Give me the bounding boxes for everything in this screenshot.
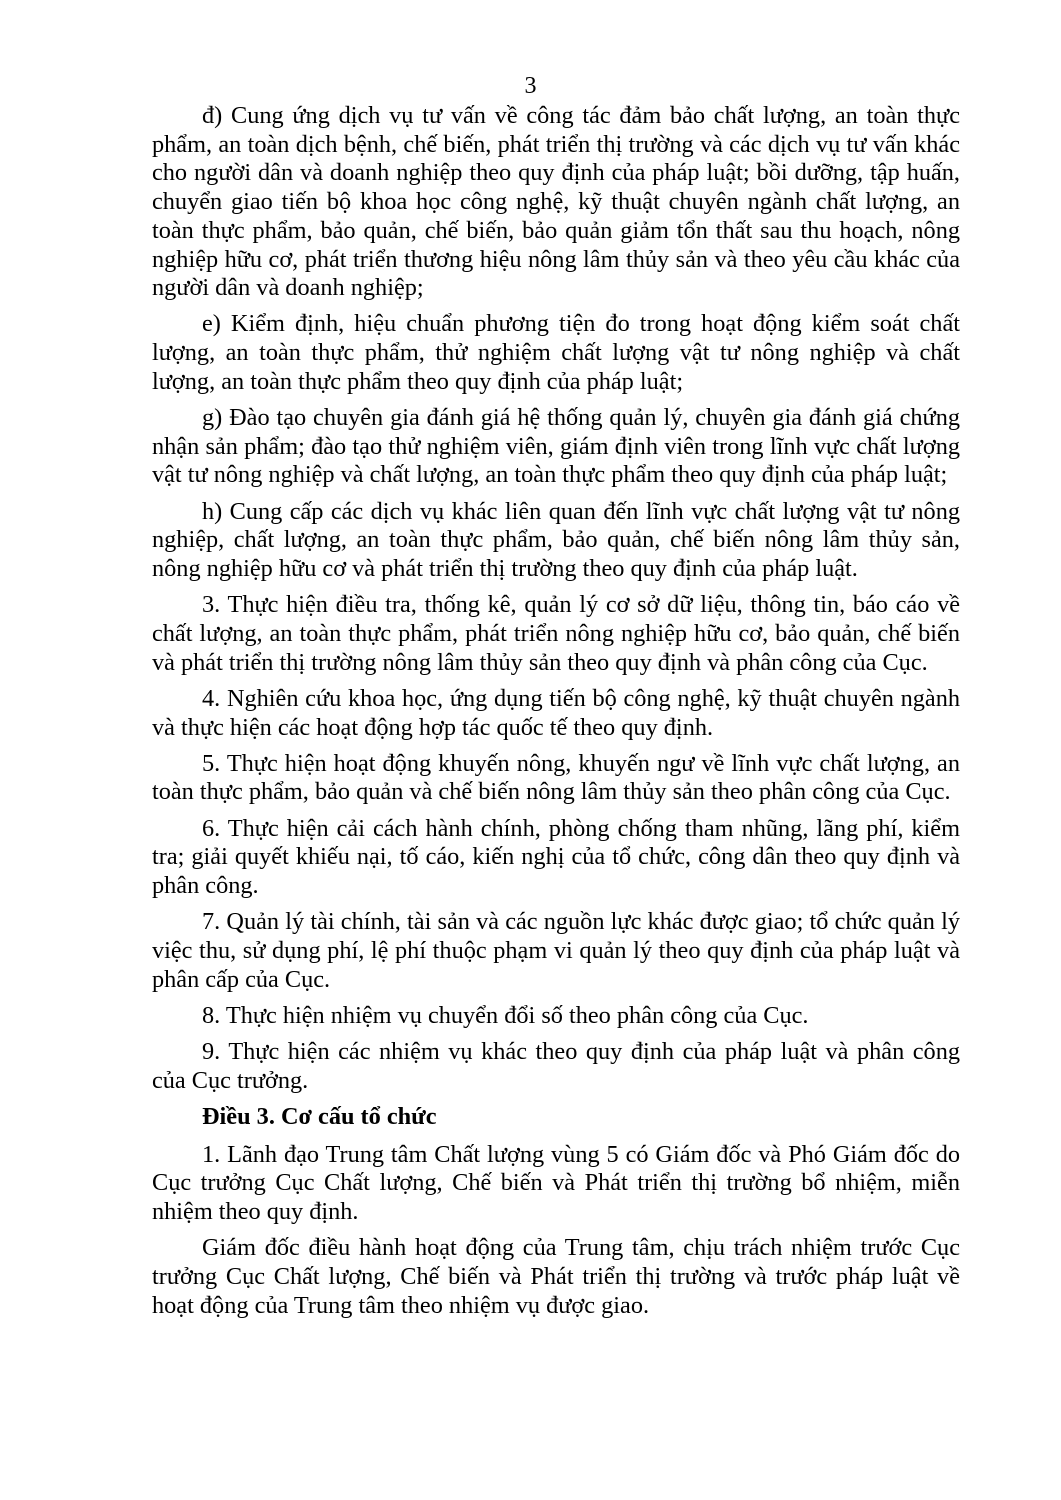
page-number: 3 [524,73,537,99]
paragraph-3-survey-statistics: 3. Thực hiện điều tra, thống kê, quản lý cơ sở dữ liệu, thông tin, báo cáo về chất lượng, an toàn thực phẩm, phát triển nông nghiệp hữu cơ, bảo quản, chế biến và phát triển thị trường nông lâm thủy sản theo quy định và phân công của Cục. [152,591,960,676]
document-body [152,102,960,1328]
paragraph-e-calibration: e) Kiểm định, hiệu chuẩn phương tiện đo trong hoạt động kiểm soát chất lượng, an toàn thực phẩm, thử nghiệm chất lượng vật tư nông nghiệp và chất lượng, an toàn thực phẩm theo quy định của pháp luật; [152,310,960,395]
paragraph-9-other-tasks: 9. Thực hiện các nhiệm vụ khác theo quy định của pháp luật và phân công của Cục trưởng. [152,1038,960,1094]
paragraph-5-extension: 5. Thực hiện hoạt động khuyến nông, khuyến ngư về lĩnh vực chất lượng, an toàn thực phẩm, bảo quản và chế biến nông lâm thủy sản theo phân công của Cục. [152,749,960,806]
paragraph-h-other-services: h) Cung cấp các dịch vụ khác liên quan đến lĩnh vực chất lượng vật tư nông nghiệp, chất lượng, an toàn thực phẩm, bảo quản, chế biến nông lâm thủy sản, nông nghiệp hữu cơ và phát triển thị trường theo quy định của pháp luật. [152,497,960,583]
paragraph-g-expert-training: g) Đào tạo chuyên gia đánh giá hệ thống quản lý, chuyên gia đánh giá chứng nhận sản phẩm; đào tạo thử nghiệm viên, giám định viên trong lĩnh vực chất lượng vật tư nông nghiệp và chất lượng, an toàn thực phẩm theo quy định của pháp luật; [152,404,960,489]
paragraph-7-finance: 7. Quản lý tài chính, tài sản và các nguồn lực khác được giao; tổ chức quản lý việc thu, sử dụng phí, lệ phí thuộc phạm vi quản lý theo quy định của pháp luật và phân cấp của Cục. [152,908,960,993]
paragraph-article-3-director: Giám đốc điều hành hoạt động của Trung tâm, chịu trách nhiệm trước Cục trưởng Cục Chất lượng, Chế biến và Phát triển thị trường và trước pháp luật về hoạt động của Trung tâm theo nhiệm vụ được giao. [152,1234,960,1319]
paragraph-d-consulting-services: đ) Cung ứng dịch vụ tư vấn về công tác đảm bảo chất lượng, an toàn thực phẩm, an toàn dịch bệnh, chế biến, phát triển thị trường và các dịch vụ tư vấn khác cho người dân và doanh nghiệp theo quy định của pháp luật; bồi dưỡng, tập huấn, chuyển giao tiến bộ khoa học công nghệ, kỹ thuật chuyên ngành chất lượng, an toàn thực phẩm, bảo quản, chế biến, bảo quản giảm tổn thất sau thu hoạch, nông nghiệp hữu cơ, phát triển thương hiệu nông lâm thủy sản và theo yêu cầu khác của người dân và doanh nghiệp; [152,102,960,302]
paragraph-8-digital-transformation: 8. Thực hiện nhiệm vụ chuyển đổi số theo phân công của Cục. [202,1001,809,1029]
article-3-heading: Điều 3. Cơ cấu tổ chức [202,1103,437,1130]
paragraph-4-research: 4. Nghiên cứu khoa học, ứng dụng tiến bộ công nghệ, kỹ thuật chuyên ngành và thực hiện các hoạt động hợp tác quốc tế theo quy định. [152,684,960,741]
paragraph-article-3-leadership: 1. Lãnh đạo Trung tâm Chất lượng vùng 5 có Giám đốc và Phó Giám đốc do Cục trưởng Cục Chất lượng, Chế biến và Phát triển thị trường bổ nhiệm, miễn nhiệm theo quy định. [152,1140,960,1226]
paragraph-6-administrative-reform: 6. Thực hiện cải cách hành chính, phòng chống tham nhũng, lãng phí, kiểm tra; giải quyết khiếu nại, tố cáo, kiến nghị của tổ chức, công dân theo quy định và phân công. [152,814,960,900]
